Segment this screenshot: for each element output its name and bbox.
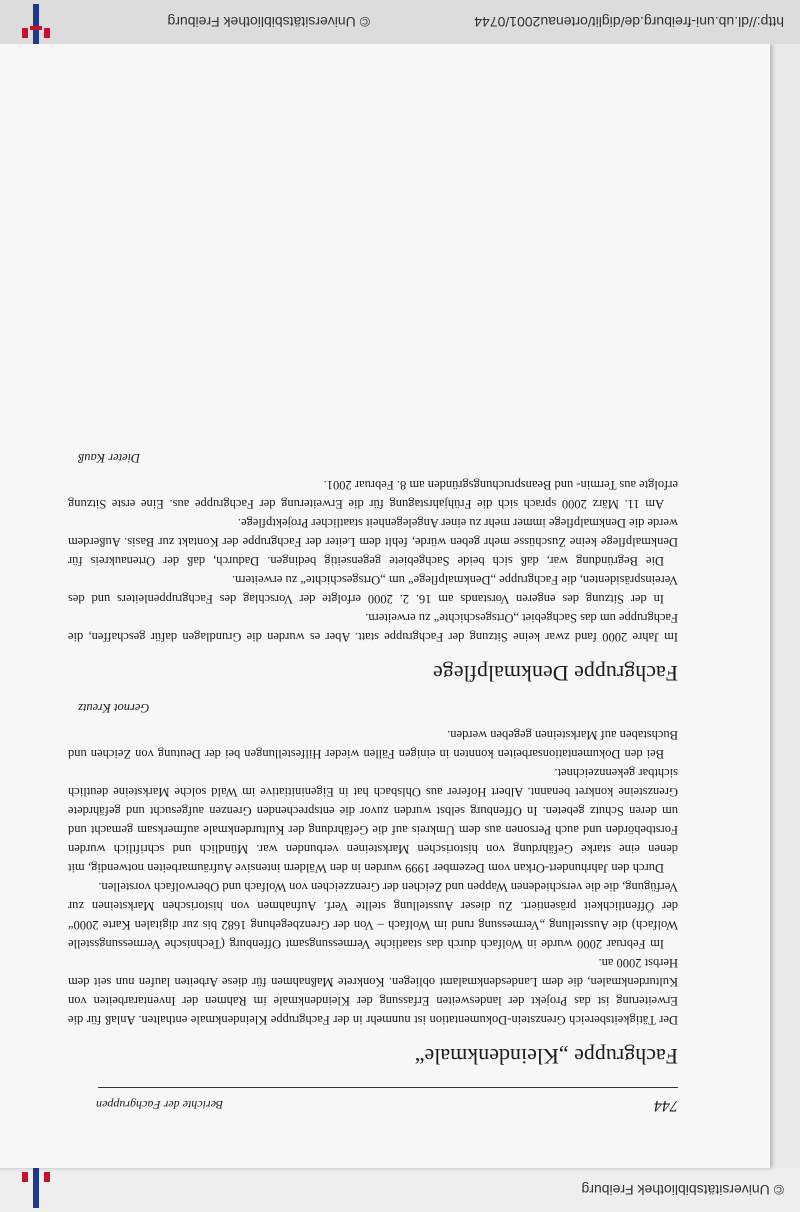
page-content xyxy=(68,436,678,1116)
paragraph: In der Sitzung des engeren Vorstands am 16. 2. 2000 erfolgte der Vorschlag des Fachgruppenleiters und des Vereinspräsidenten, die Fachgruppe „Denkmalpflege“ um „Ortsgeschichte“ zu erweitern. xyxy=(68,573,678,606)
paragraph: Durch den Jahrhundert-Orkan vom Dezember 1999 wurden in den Wäldern intensive Aufräumarbeiten notwendig, mit denen eine starke Gefährdung von historischen Marksteinen verbunden war. Mündlich und schriftlich wurden Forstbehörden und auch Personen aus dem Umkreis auf die Gefährdung der Kulturdenkmale aufmerksam gemacht und um deren Schutz gebeten. In Offenburg selbst wurden zuvor die entsprechenden Grenzen aufgesucht und gefährdete Grenzsteine konkret benannt. Albert Hoferer aus Ohlsbach hat in Eigeninitiative im Wald solche Marksteine deutlich sichtbar gekennzeichnet. xyxy=(68,766,678,875)
scanned-page xyxy=(0,44,770,1168)
unibib-logo-icon xyxy=(6,0,64,44)
author-signature: Gernot Kreutz xyxy=(78,701,150,715)
viewer-footer-bar xyxy=(0,1168,800,1212)
running-head xyxy=(68,1092,678,1116)
copyright-text: © Universitätsbibliothek Freiburg xyxy=(167,14,370,30)
author-signature: Dieter Kauß xyxy=(78,451,141,465)
page-url-link[interactable]: http://dl.ub.uni-freiburg.de/diglit/ortenau2001/0744 xyxy=(474,14,784,30)
header-rule xyxy=(98,1087,678,1088)
page-number: 744 xyxy=(654,1097,678,1114)
paragraph: Im Jahre 2000 fand zwar keine Sitzung der Fachgruppe statt. Aber es wurden die Grundlagen dafür geschaffen, die Fachgruppe um das Sachgebiet „Ortsgeschichte“ zu erweitern. xyxy=(68,611,678,644)
paragraph: Am 11. März 2000 sprach sich die Frühjahrstagung für die Erweiterung der Fachgruppe aus. Eine erste Sitzung erfolgte aus Termin- und Beanspruchungsgründen am 8. Februar 2001. xyxy=(68,478,678,511)
unibib-logo-icon xyxy=(6,1168,64,1212)
paragraph: Die Begründung war, daß sich beide Sachgebiete gegenseitig bedingen. Dadurch, daß der Ortenaukreis für Denkmalpflege keine Zuschüsse mehr geben würde, fehlt dem Leiter der Fachgruppe der Kontakt zur Basis. Außerdem werde die Denkmalpflege immer mehr zu einer Angelegenheit staatlicher Projektpflege. xyxy=(68,516,678,568)
paragraph: Der Tätigkeitsbereich Grenzstein-Dokumentation ist nunmehr in der Fachgruppe Kleindenkmale enthalten. Anlaß für die Erweiterung ist das Projekt der landesweiten Erfassung der Kleindenkmale im Rahmen der Inventararbeiten von Kulturdenkmalen, die dem Landesdenkmalamt obliegen. Konkrete Maßnahmen für diese Arbeiten laufen nun seit dem Herbst 2000 an. xyxy=(68,956,678,1027)
paragraph: Im Februar 2000 wurde in Wolfach durch das staatliche Vermessungsamt Offenburg (Technische Vermessungsstelle Wolfach) die Ausstellung „Vermessung rund im Wolfach – Von der Grenzbegehung 1682 bis zur digitalen Karte 2000“ der Öffentlichkeit präsentiert. Zu dieser Ausstellung stellte Verf. Aufnahmen von historischen Marksteinen zur Verfügung, die die verschiedenen Wappen und Zeichen der Grenzzeichen von Wolfach und Oberwolfach vorstellen. xyxy=(68,880,678,951)
section-heading-denkmalpflege: Fachgruppe Denkmalpflege xyxy=(433,661,678,686)
section-heading-kleindenkmale: Fachgruppe „Kleindenkmale“ xyxy=(414,1044,678,1069)
viewer-url-bar xyxy=(0,0,800,44)
bottom-copyright-text: © Universitätsbibliothek Freiburg xyxy=(581,1182,784,1198)
paragraph: Bei den Dokumentationsarbeiten konnten in einigen Fällen wieder Hilfestellungen bei der Deutung von Zeichen und Buchstaben auf Marksteinen gegeben werden. xyxy=(68,728,678,761)
running-title: Berichte der Fachgruppen xyxy=(96,1098,224,1112)
